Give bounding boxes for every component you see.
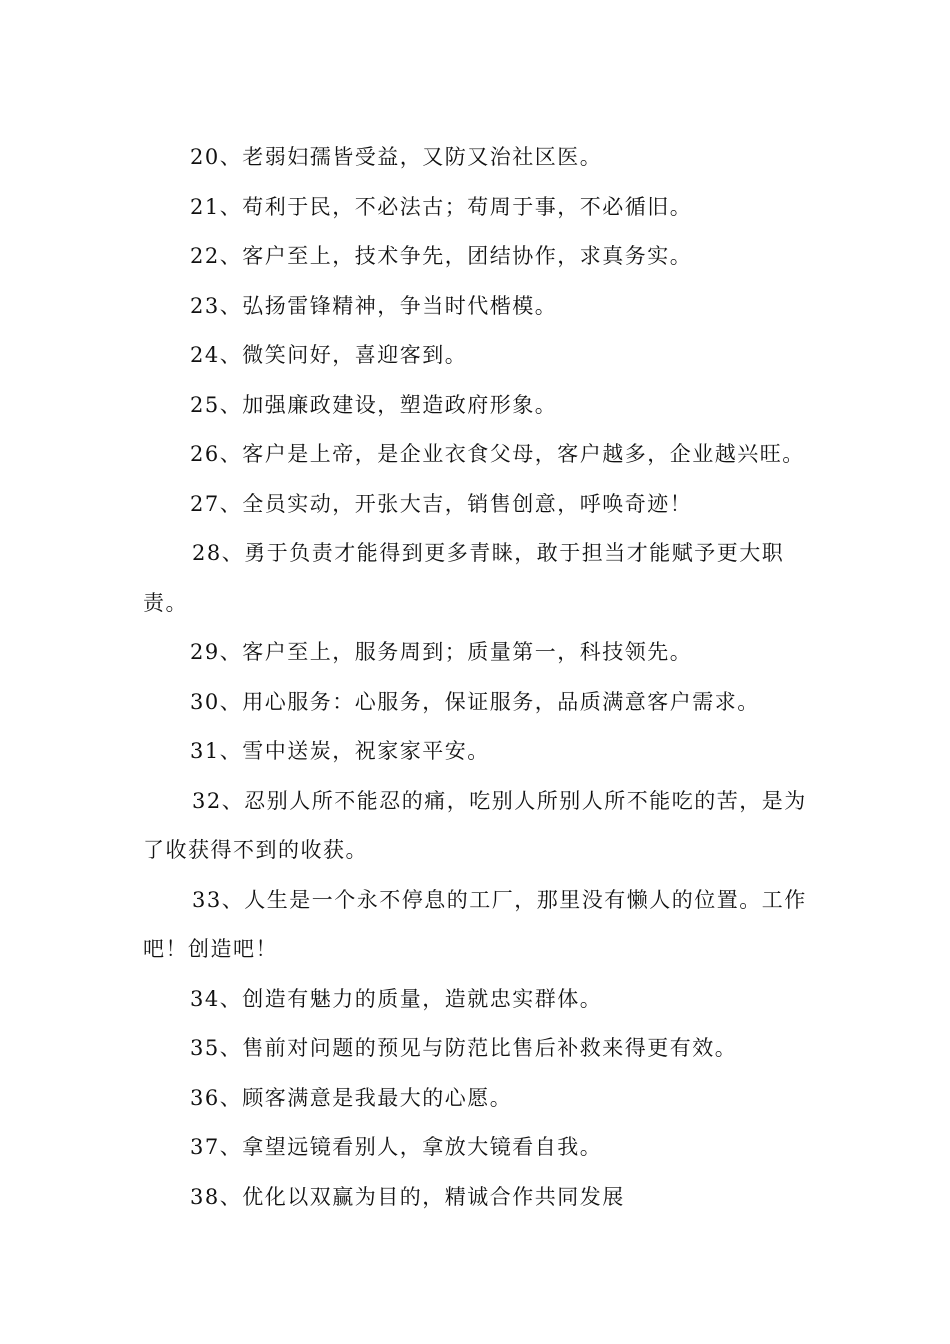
item-text-line2: 吧！创造吧！ <box>143 937 278 961</box>
list-item <box>0 430 950 480</box>
item-text: 26、客户是上帝，是企业衣食父母，客户越多，企业越兴旺。 <box>190 442 805 466</box>
list-item <box>0 1173 950 1223</box>
item-text: 25、加强廉政建设，塑造政府形象。 <box>190 392 558 417</box>
item-text: 22、客户至上，技术争先，团结协作，求真务实。 <box>190 244 693 268</box>
item-text: 29、客户至上，服务周到；质量第一，科技领先。 <box>190 640 693 664</box>
item-text: 27、全员实动，开张大吉，销售创意，呼唤奇迹！ <box>190 491 693 516</box>
item-text: 20、老弱妇孺皆受益，又防又治社区医。 <box>190 145 603 169</box>
item-text: 21、苟利于民，不必法古；苟周于事，不必循旧。 <box>190 194 693 219</box>
item-text: 23、弘扬雷锋精神，争当时代楷模。 <box>190 293 558 318</box>
item-text-line2: 责。 <box>143 590 188 615</box>
list-item <box>0 975 950 1025</box>
list-item <box>0 282 950 332</box>
list-item <box>0 480 950 530</box>
list-item <box>0 727 950 777</box>
list-item <box>0 232 950 282</box>
item-text-line1: 33、人生是一个永不停息的工厂，那里没有懒人的位置。工作 <box>192 887 807 912</box>
list-item <box>0 628 950 678</box>
item-text: 30、用心服务：心服务，保证服务，品质满意客户需求。 <box>190 689 760 714</box>
item-text: 34、创造有魅力的质量，造就忠实群体。 <box>190 986 603 1011</box>
list-item <box>0 678 950 728</box>
list-item <box>0 381 950 431</box>
list-item <box>0 876 950 975</box>
list-item <box>0 1074 950 1124</box>
list-item <box>0 133 950 183</box>
item-text: 37、拿望远镜看别人，拿放大镜看自我。 <box>190 1135 603 1159</box>
item-text: 31、雪中送炭，祝家家平安。 <box>190 739 490 763</box>
list-item <box>0 777 950 876</box>
list-item <box>0 183 950 233</box>
list-item <box>0 331 950 381</box>
slogan-list <box>0 133 950 1222</box>
list-item <box>0 1123 950 1173</box>
list-item <box>0 529 950 628</box>
item-text-line1: 28、勇于负责才能得到更多青睐，敢于担当才能赋予更大职 <box>192 541 785 565</box>
item-text: 36、顾客满意是我最大的心愿。 <box>190 1085 513 1110</box>
item-text-line1: 32、忍别人所不能忍的痛，吃别人所别人所不能吃的苦，是为 <box>192 788 807 813</box>
item-text: 35、售前对问题的预见与防范比售后补救来得更有效。 <box>190 1036 738 1060</box>
item-text: 24、微笑问好，喜迎客到。 <box>190 343 468 367</box>
list-item <box>0 1024 950 1074</box>
item-text: 38、优化以双赢为目的，精诚合作共同发展 <box>190 1184 625 1209</box>
item-text-line2: 了收获得不到的收获。 <box>143 838 368 862</box>
